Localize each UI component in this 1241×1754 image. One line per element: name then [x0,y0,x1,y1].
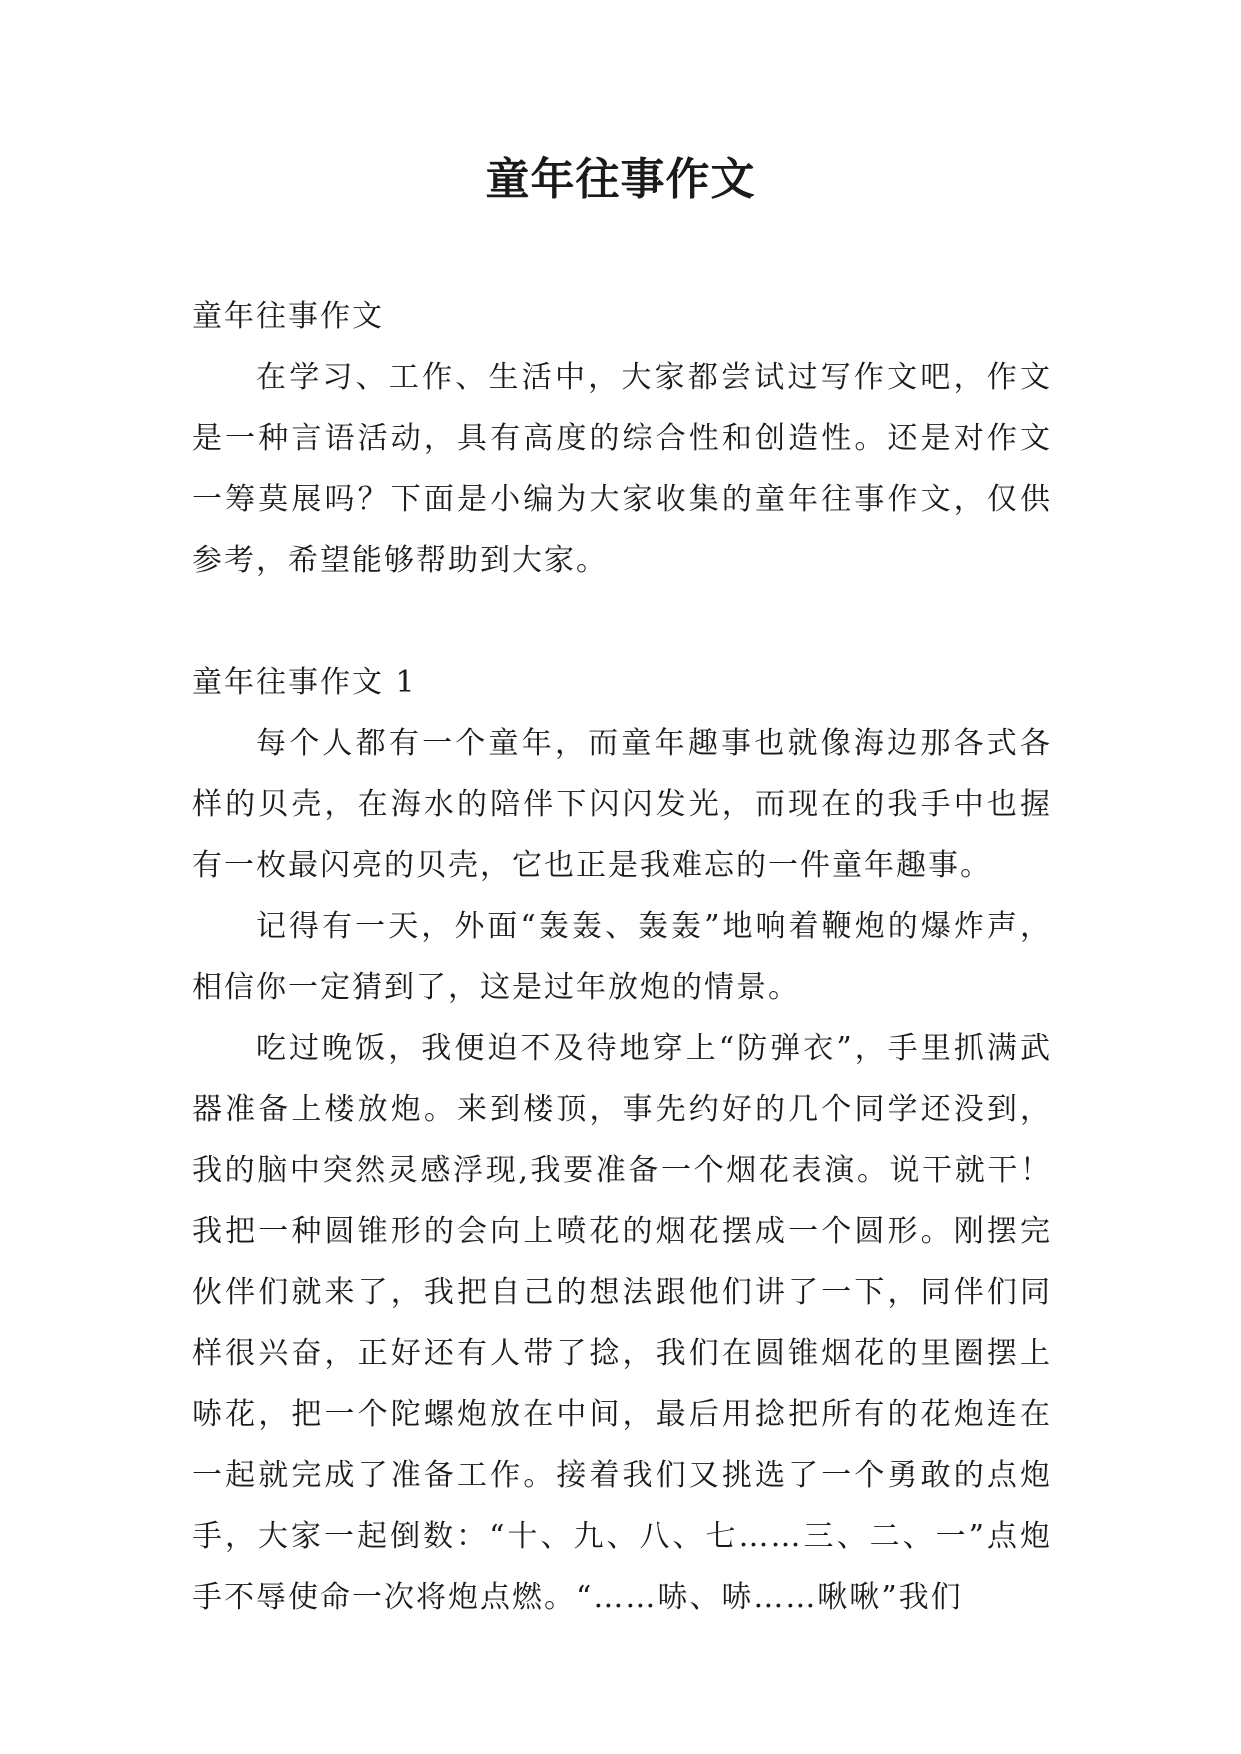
section-1-paragraph-3: 吃过晚饭，我便迫不及待地穿上“防弹衣”，手里抓满武器准备上楼放炮。来到楼顶，事先约好的几个同学还没到，我的脑中突然灵感浮现,我要准备一个烟花表演。说干就干！我把一种圆锥形的会向上喷花的烟花摆成一个圆形。刚摆完伙伴们就来了，我把自己的想法跟他们讲了一下，同伴们同样很兴奋，正好还有人带了捻，我们在圆锥烟花的里圈摆上哧花，把一个陀螺炮放在中间，最后用捻把所有的花炮连在一起就完成了准备工作。接着我们又挑选了一个勇敢的点炮手，大家一起倒数：“十、九、八、七……三、二、一”点炮手不辱使命一次将炮点燃。“……哧、哧……啾啾”我们 [192,1031,1052,1615]
section-1-paragraph-2: 记得有一天，外面“轰轰、轰轰”地响着鞭炮的爆炸声，相信你一定猜到了，这是过年放炮的情景。 [192,909,1052,1005]
section-1-heading: 童年往事作文 1 [192,665,417,700]
intro-heading: 童年往事作文 [192,299,384,334]
intro-paragraph: 在学习、工作、生活中，大家都尝试过写作文吧，作文是一种言语活动，具有高度的综合性和创造性。还是对作文一筹莫展吗？下面是小编为大家收集的童年往事作文，仅供参考，希望能够帮助到大家。 [192,360,1052,578]
document-body [192,286,1052,1628]
document-title: 童年往事作文 [485,154,756,205]
section-1-paragraph-1: 每个人都有一个童年，而童年趣事也就像海边那各式各样的贝壳，在海水的陪伴下闪闪发光，而现在的我手中也握有一枚最闪亮的贝壳，它也正是我难忘的一件童年趣事。 [192,726,1052,883]
section-spacer [192,591,1052,652]
